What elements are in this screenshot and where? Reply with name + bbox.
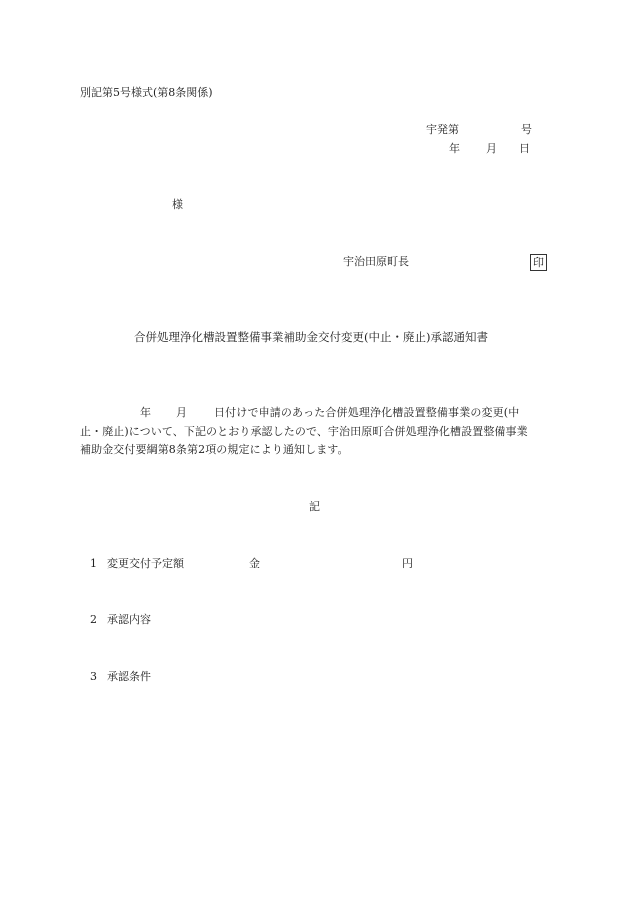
sender-name: 宇治田原町長 bbox=[343, 255, 409, 268]
date-month: 月 bbox=[486, 142, 497, 155]
form-heading: 別記第5号様式(第8条関係) bbox=[80, 86, 213, 99]
doc-number-suffix: 号 bbox=[521, 123, 532, 136]
ki-heading: 記 bbox=[309, 500, 320, 513]
item-1-yen: 円 bbox=[402, 557, 413, 570]
item-2-label: 承認内容 bbox=[107, 613, 151, 626]
body-line3: 補助金交付要綱第8条第2項の規定により通知します。 bbox=[80, 443, 349, 456]
item-1-kin: 金 bbox=[249, 557, 260, 570]
document-title: 合併処理浄化槽設置整備事業補助金交付変更(中止・廃止)承認通知書 bbox=[134, 330, 488, 344]
item-2-number: 2 bbox=[90, 613, 97, 626]
body-line1-text: 日付けで申請のあった合併処理浄化槽設置整備事業の変更(中 bbox=[214, 406, 520, 419]
item-1-number: 1 bbox=[90, 557, 97, 570]
body-line2: 止・廃止)について、下記のとおり承認したので、宇治田原町合併処理浄化槽設置整備事業 bbox=[80, 425, 528, 438]
addressee-suffix: 様 bbox=[172, 198, 183, 211]
item-1-label: 変更交付予定額 bbox=[107, 557, 184, 570]
item-3-number: 3 bbox=[90, 670, 97, 683]
item-3-label: 承認条件 bbox=[107, 670, 151, 683]
body-line1-month: 月 bbox=[176, 406, 187, 419]
doc-number-prefix: 宇発第 bbox=[426, 123, 459, 136]
date-year: 年 bbox=[449, 142, 460, 155]
seal-mark: 印 bbox=[530, 254, 547, 271]
date-day: 日 bbox=[519, 142, 530, 155]
body-line1-year: 年 bbox=[140, 406, 151, 419]
